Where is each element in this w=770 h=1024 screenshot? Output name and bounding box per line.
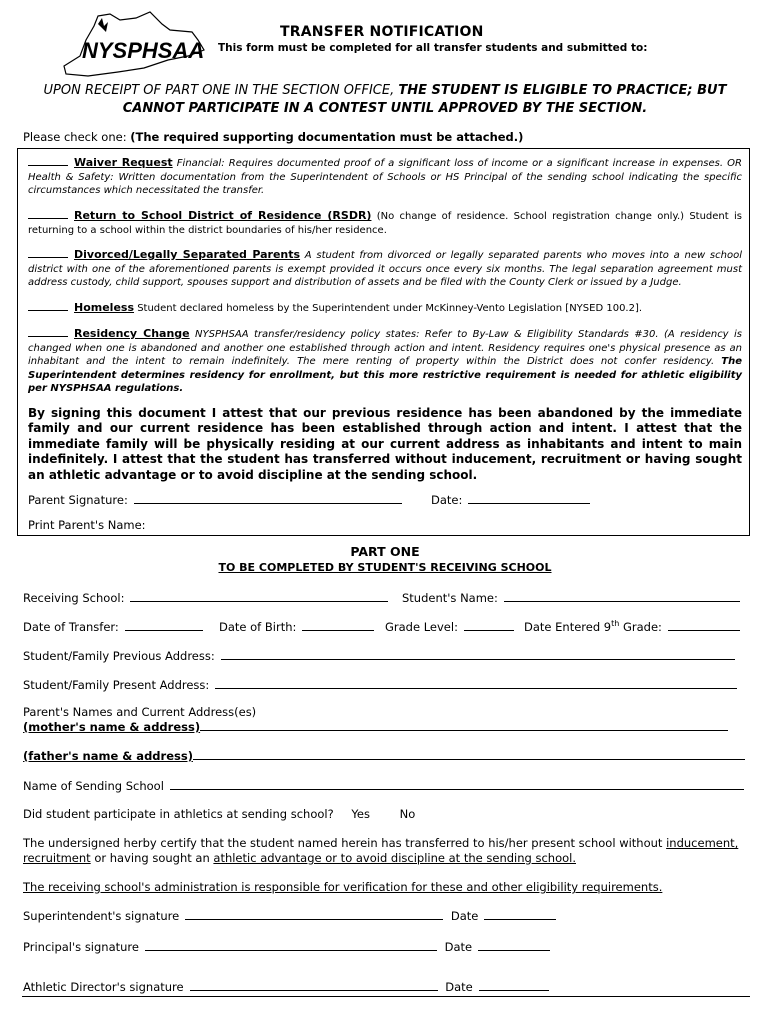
check-instruction xyxy=(23,130,523,144)
previous-address-field[interactable] xyxy=(221,648,735,660)
notice-part-a: UPON RECEIPT OF PART ONE IN THE SECTION OFFICE, xyxy=(43,83,399,98)
athletic-director-signature-row xyxy=(23,979,549,994)
option-waiver xyxy=(28,156,742,198)
sending-school-field[interactable] xyxy=(170,778,744,790)
attestation-text: By signing this document I attest that our previous residence has been abandoned by the immediate family and our current residence has been established through action and intent. I attest that the immediate family will be physically residing at our current address as inhabitants and intent to main indefinitely. I attest that the student has transferred without inducement, recruitment or having sought an athletic advantage or to avoid discipline at the sending school. xyxy=(28,406,742,482)
grade-level-label: Grade Level: xyxy=(385,620,458,634)
father-row xyxy=(23,748,745,763)
rsdr-checkbox[interactable] xyxy=(28,209,68,219)
grade-level-field[interactable] xyxy=(464,619,514,631)
parents-names-label: Parent's Names and Current Address(es) xyxy=(23,705,257,719)
option-text: NYSPHSAA transfer/residency policy states: Refer to By-Law & Eligibility Standards #30. (A residency is changed when one is abandoned and another one established through action and intent. Residency requires one's physical presence as an inhabitant and the intent to remain indefinitely. The mere renting of property within the District does not confer residency. xyxy=(28,329,742,368)
certify-text-a: The undersigned herby certify that the student named herein has transferred to his/her present school without xyxy=(23,836,667,850)
date-of-transfer-label: Date of Transfer: xyxy=(23,620,119,634)
receiving-school-label: Receiving School: xyxy=(23,591,125,605)
form-subtitle: This form must be completed for all transfer students and submitted to: xyxy=(218,42,648,54)
certify-underline-2: recruitment xyxy=(23,851,91,865)
certify-underline-3: athletic advantage or to avoid discipline at the sending school. xyxy=(213,851,576,865)
principal-signature-field[interactable] xyxy=(145,939,437,951)
principal-date-field[interactable] xyxy=(478,939,550,951)
principal-date-label: Date xyxy=(444,940,473,954)
option-residency xyxy=(28,327,742,396)
parent-signature-row xyxy=(28,492,402,507)
check-bold: (The required supporting documentation must be attached.) xyxy=(130,130,524,144)
certify-text-b: or having sought an xyxy=(90,851,214,865)
parent-signature-label: Parent Signature: xyxy=(28,493,128,507)
present-address-field[interactable] xyxy=(215,677,737,689)
date-of-transfer-row xyxy=(23,619,203,634)
principal-signature-row xyxy=(23,939,550,954)
bottom-rule xyxy=(22,996,750,997)
option-heading: Homeless xyxy=(74,301,135,314)
present-address-label: Student/Family Present Address: xyxy=(23,678,210,692)
date-of-birth-label: Date of Birth: xyxy=(219,620,297,634)
certification-text xyxy=(23,836,743,866)
mother-field[interactable] xyxy=(200,719,728,731)
check-lead: Please check one: xyxy=(23,130,131,144)
superintendent-signature-field[interactable] xyxy=(185,908,443,920)
part-one-title: PART ONE xyxy=(350,544,420,559)
option-text: Student declared homeless by the Superintendent under McKinney-Vento Legislation [NYSED 100.2]. xyxy=(134,303,643,314)
athletics-question-label: Did student participate in athletics at sending school? xyxy=(23,807,334,821)
receiving-school-field[interactable] xyxy=(130,590,388,602)
date-of-birth-row xyxy=(219,619,374,634)
admin-note: The receiving school's administration is responsible for verification for these and other eligibility requirements. xyxy=(23,880,663,894)
father-label: (father's name & address) xyxy=(23,749,193,763)
parent-signature-field[interactable] xyxy=(134,492,402,504)
notice-part-b: THE STUDENT IS ELIGIBLE TO PRACTICE; BUT CANNOT PARTICIPATE IN A CONTEST UNTIL APPROVED BY THE SECTION. xyxy=(122,83,727,116)
certify-underline-1: inducement, xyxy=(666,836,739,850)
date-entered-label-a: Date Entered 9 xyxy=(524,620,612,634)
grade-level-row xyxy=(385,619,514,634)
homeless-checkbox[interactable] xyxy=(28,301,68,311)
sending-school-row xyxy=(23,778,744,793)
form-title: TRANSFER NOTIFICATION xyxy=(280,24,484,40)
logo-text: NYSPHSAA xyxy=(82,38,205,63)
option-divorced xyxy=(28,248,742,290)
date-entered-9th-row xyxy=(524,619,740,634)
parent-date-row xyxy=(431,492,590,507)
receiving-school-row xyxy=(23,590,388,605)
date-of-transfer-field[interactable] xyxy=(125,619,203,631)
athletic-director-signature-field[interactable] xyxy=(190,979,438,991)
students-name-label: Student's Name: xyxy=(402,591,498,605)
athletics-yes-option[interactable]: Yes xyxy=(351,807,370,821)
date-entered-sup: th xyxy=(611,619,620,629)
part-one-subtitle: TO BE COMPLETED BY STUDENT'S RECEIVING SCHOOL xyxy=(218,561,552,574)
waiver-checkbox[interactable] xyxy=(28,156,68,166)
superintendent-date-field[interactable] xyxy=(484,908,556,920)
principal-signature-label: Principal's signature xyxy=(23,940,139,954)
athletic-director-date-label: Date xyxy=(445,980,473,994)
option-text: Financial: Requires documented proof of a significant loss of income or a significant increase in expenses. OR Health & Safety: Written documentation from the Superintendent of Schools or HS Principal of the sending school indicating the specific circumstances which necessitated the transfer. xyxy=(28,158,742,197)
divorced-checkbox[interactable] xyxy=(28,248,68,258)
present-address-row xyxy=(23,677,737,692)
father-field[interactable] xyxy=(193,748,745,760)
option-text: A student from divorced or legally separated parents who moves into a new school district with one of the aforementioned parents is exempt provided it occurs once every six months. The legal separation agreement must address custody, child support, spouses support and distribution of assets and be filed with the County Clerk or issued by a Judge. xyxy=(28,250,742,289)
date-entered-label-b: Grade: xyxy=(619,620,662,634)
superintendent-signature-label: Superintendent's signature xyxy=(23,909,180,923)
option-homeless xyxy=(28,301,742,316)
option-heading: Return to School District of Residence (RSDR) xyxy=(74,209,372,222)
mother-row xyxy=(23,719,728,734)
previous-address-row xyxy=(23,648,735,663)
superintendent-date-label: Date xyxy=(450,909,479,923)
students-name-field[interactable] xyxy=(504,590,740,602)
previous-address-label: Student/Family Previous Address: xyxy=(23,649,215,663)
date-entered-9th-field[interactable] xyxy=(668,619,740,631)
option-text: (No change of residence. School registration change only.) Student is returning to a school within the district boundaries of his/her residence. xyxy=(28,211,742,236)
parent-date-label: Date: xyxy=(431,493,463,507)
option-heading: Waiver Request xyxy=(74,156,173,169)
option-heading: Divorced/Legally Separated Parents xyxy=(74,248,301,261)
option-heading: Residency Change xyxy=(74,327,190,340)
nysphsaa-logo xyxy=(58,10,208,80)
athletics-no-option[interactable]: No xyxy=(399,807,416,821)
print-parent-name-label: Print Parent's Name: xyxy=(28,518,146,532)
sending-school-label: Name of Sending School xyxy=(23,779,164,793)
students-name-row xyxy=(402,590,740,605)
option-bold-text: The Superintendent determines residency for enrollment, but this more restrictive requirement is needed for athletic eligibility per NYSPHSAA regulations. xyxy=(28,356,742,395)
mother-label: (mother's name & address) xyxy=(23,720,201,734)
residency-checkbox[interactable] xyxy=(28,327,68,337)
eligibility-notice xyxy=(20,82,750,118)
athletics-question-row xyxy=(23,807,415,821)
date-of-birth-field[interactable] xyxy=(302,619,374,631)
athletic-director-date-field[interactable] xyxy=(479,979,549,991)
athletic-director-signature-label: Athletic Director's signature xyxy=(23,980,184,994)
parent-date-field[interactable] xyxy=(468,492,590,504)
option-rsdr xyxy=(28,209,742,237)
superintendent-signature-row xyxy=(23,908,556,923)
